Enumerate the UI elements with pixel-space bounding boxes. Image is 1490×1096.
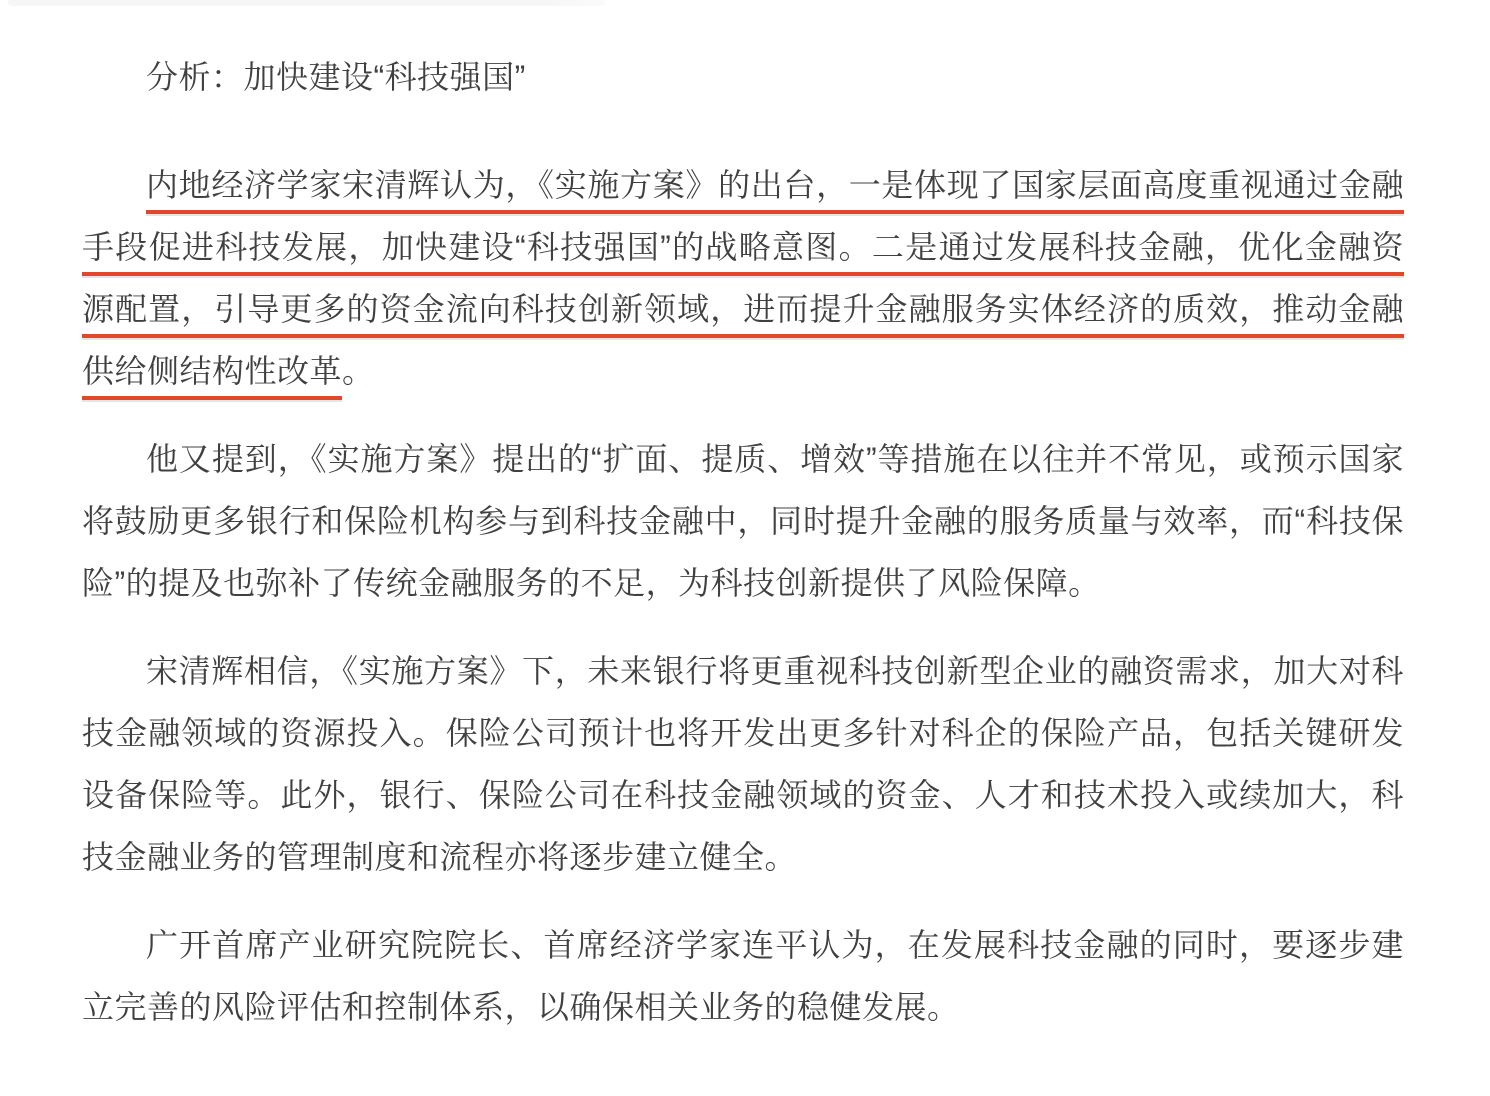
paragraph-fourth: 广开首席产业研究院院长、首席经济学家连平认为，在发展科技金融的同时，要逐步建立完善的风险评估和控制体系，以确保相关业务的稳健发展。	[82, 927, 1404, 1025]
underlined-text: 二是通过发展科技金融，优化金融资源配置，引导更多的资金流向科技创新领域，进而提升金融服务实体经济的质效，推动金融供给侧结构性改革	[82, 229, 1404, 400]
underlined-text: 一是体现了国家层面高度重视通过金融手段促进科技发展，加快建设“科技强国”的战略意图。	[82, 167, 1404, 276]
paragraph-third: 宋清辉相信，《实施方案》下，未来银行将更重视科技创新型企业的融资需求，加大对科技金融领域的资源投入。保险公司预计也将开发出更多针对科企的保险产品，包括关键研发设备保险等。此外，银行、保险公司在科技金融领域的资金、人才和技术投入或续加大，科技金融业务的管理制度和流程亦将逐步建立健全。	[82, 653, 1404, 875]
paragraph-analysis-quote	[82, 154, 1404, 402]
paragraph-text: 。	[342, 353, 375, 389]
section-heading: 分析：加快建设“科技强国”	[146, 59, 526, 95]
article-body	[82, 0, 1404, 1064]
paragraph-second: 他又提到，《实施方案》提出的“扩面、提质、增效”等措施在以往并不常见，或预示国家将鼓励更多银行和保险机构参与到科技金融中，同时提升金融的服务质量与效率，而“科技保险”的提及也弥补了传统金融服务的不足，为科技创新提供了风险保障。	[82, 441, 1404, 601]
underlined-text: 《实施方案》的出台，	[538, 167, 849, 214]
underlined-text: 内地经济学家宋清辉认为，	[146, 167, 538, 214]
